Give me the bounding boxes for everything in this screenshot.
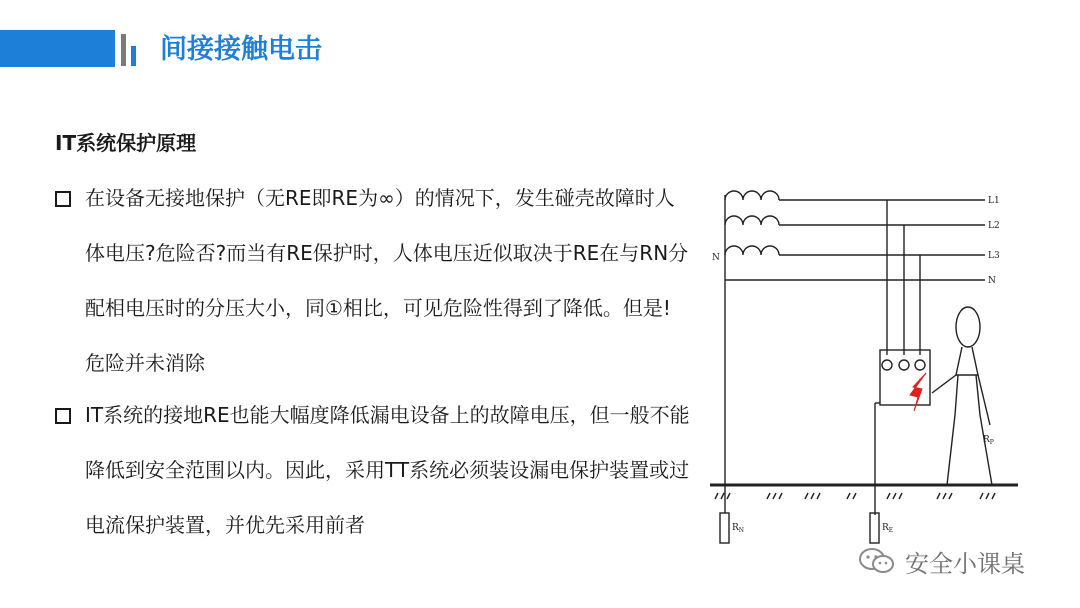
title-divider-mark xyxy=(121,34,126,66)
transformer-coil-3 xyxy=(725,246,779,255)
label-re: $R_E$ xyxy=(882,523,894,534)
label-n: N xyxy=(988,276,996,286)
wechat-icon xyxy=(857,546,897,576)
resistor-re xyxy=(870,513,879,543)
label-rn: $R_N$ xyxy=(732,523,745,534)
resistor-rn xyxy=(720,513,729,543)
label-l1: L1 xyxy=(988,196,1000,206)
label-rp: $R_P$ xyxy=(983,435,994,446)
transformer-coil-1 xyxy=(725,191,779,200)
section-subtitle: IT系统保护原理 xyxy=(55,131,197,155)
bullet-square-icon xyxy=(55,408,71,424)
person-body xyxy=(956,347,978,375)
bullet-text: 在设备无接地保护（无RE即RE为∞）的情况下，发生碰壳故障时人体电压?危险否?而当有RE保护时，人体电压近似取决于RE在与RN分配相电压时的分压大小，同①相比，可见危险性得到了降低。但是! 危险并未消除 xyxy=(85,186,689,375)
label-l2: L2 xyxy=(988,221,1000,231)
title-divider-mark-accent xyxy=(131,46,136,66)
person-head xyxy=(956,307,980,347)
bullet-item-2 xyxy=(55,388,690,553)
watermark-text: 安全小课桌 xyxy=(905,549,1025,578)
watermark xyxy=(857,543,1025,579)
bullet-item-1 xyxy=(55,171,690,391)
title-accent-bar xyxy=(0,30,115,67)
label-l3: L3 xyxy=(988,251,1000,261)
transformer-coil-2 xyxy=(725,216,779,225)
slide-title: 间接接触电击 xyxy=(160,34,322,65)
it-system-circuit-diagram xyxy=(700,175,1030,555)
label-neutral-point: N xyxy=(712,253,720,263)
bullet-text: IT系统的接地RE也能大幅度降低漏电设备上的故障电压，但一般不能降低到安全范围以内。因此，采用TT系统必须装设漏电保护装置或过电流保护装置，并优先采用前者 xyxy=(85,403,690,537)
bullet-square-icon xyxy=(55,191,71,207)
